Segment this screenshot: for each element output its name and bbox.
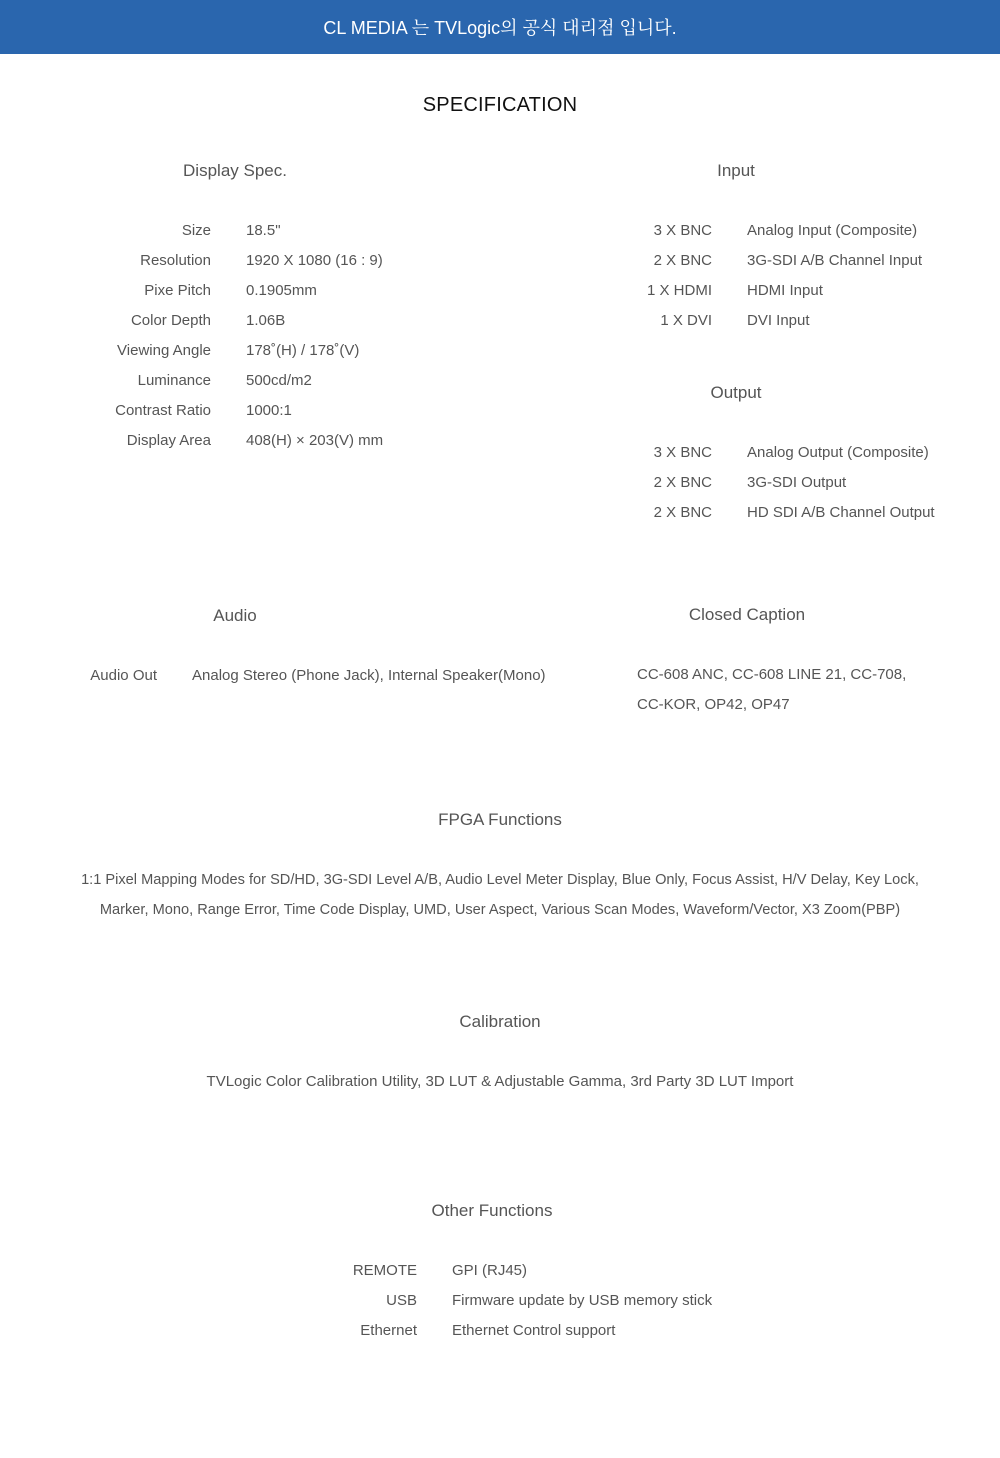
input-value: DVI Input: [747, 312, 810, 329]
display-row-pixel-pitch: [0, 276, 500, 306]
banner-text: CL MEDIA 는 TVLogic의 공식 대리점 입니다.: [323, 18, 677, 38]
output-label: 2 X BNC: [653, 474, 712, 491]
display-label: Display Area: [126, 432, 211, 449]
calibration-title: Calibration: [459, 1012, 541, 1031]
display-label: Viewing Angle: [117, 342, 211, 359]
caption-line: CC-KOR, OP42, OP47: [637, 696, 790, 713]
audio-label: Audio Out: [90, 667, 157, 684]
other-row: [0, 1286, 1000, 1316]
input-label: 3 X BNC: [653, 222, 712, 239]
other-label: REMOTE: [352, 1262, 417, 1279]
input-row: [500, 216, 1000, 246]
page-title: SPECIFICATION: [422, 94, 578, 116]
other-value: Ethernet Control support: [452, 1322, 616, 1339]
other-row: [0, 1316, 1000, 1346]
fpga-line: 1:1 Pixel Mapping Modes for SD/HD, 3G-SDI Level A/B, Audio Level Meter Display, Blue Only, Focus Assist, H/V Delay, Key Lock,: [81, 872, 919, 888]
display-label: Contrast Ratio: [115, 402, 211, 419]
output-row: [500, 438, 1000, 468]
audio-title: Audio: [213, 606, 257, 625]
other-row: [0, 1256, 1000, 1286]
audio-row: [0, 661, 600, 691]
display-value: 1920 X 1080 (16 : 9): [246, 252, 383, 269]
input-value: Analog Input (Composite): [747, 222, 918, 239]
display-value: 1.06B: [246, 312, 286, 329]
display-label: Size: [181, 222, 211, 239]
input-value: 3G-SDI A/B Channel Input: [747, 252, 923, 269]
display-value: 0.1905mm: [246, 282, 317, 299]
display-row-display-area: [0, 426, 500, 456]
display-value: 500cd/m2: [246, 372, 312, 389]
caption-line: CC-608 ANC, CC-608 LINE 21, CC-708,: [637, 666, 907, 683]
display-label: Resolution: [140, 252, 211, 269]
display-label: Color Depth: [130, 312, 211, 329]
closed-caption-title: Closed Caption: [688, 605, 806, 624]
top-banner: [0, 0, 1000, 54]
other-label: USB: [386, 1292, 417, 1309]
display-spec-title: Display Spec.: [183, 161, 287, 180]
output-row: [500, 468, 1000, 498]
fpga-title: FPGA Functions: [438, 810, 562, 829]
input-value: HDMI Input: [747, 282, 823, 299]
input-label: 1 X HDMI: [646, 282, 712, 299]
other-functions-title: Other Functions: [431, 1201, 553, 1220]
audio-value: Analog Stereo (Phone Jack), Internal Speaker(Mono): [192, 667, 546, 684]
fpga-line: Marker, Mono, Range Error, Time Code Display, UMD, User Aspect, Various Scan Modes, Waveform/Vector, X3 Zoom(PBP): [99, 902, 901, 918]
other-value: GPI (RJ45): [452, 1262, 528, 1279]
output-label: 3 X BNC: [653, 444, 712, 461]
output-label: 2 X BNC: [653, 504, 712, 521]
display-value: 1000:1: [246, 402, 292, 419]
other-label: Ethernet: [360, 1322, 417, 1339]
display-row-luminance: [0, 366, 500, 396]
display-label: Pixe Pitch: [144, 282, 211, 299]
display-value: 178˚(H) / 178˚(V): [246, 342, 360, 359]
input-label: 2 X BNC: [653, 252, 712, 269]
display-value: 408(H) × 203(V) mm: [246, 432, 384, 449]
display-row-size: [0, 216, 500, 246]
input-row: [500, 306, 1000, 336]
display-value: 18.5": [246, 222, 281, 239]
output-value: 3G-SDI Output: [747, 474, 847, 491]
display-row-viewing-angle: [0, 336, 500, 366]
display-row-contrast-ratio: [0, 396, 500, 426]
display-row-resolution: [0, 246, 500, 276]
other-value: Firmware update by USB memory stick: [452, 1292, 713, 1309]
output-value: Analog Output (Composite): [747, 444, 929, 461]
output-value: HD SDI A/B Channel Output: [747, 504, 935, 521]
display-label: Luminance: [137, 372, 211, 389]
input-row: [500, 276, 1000, 306]
input-label: 1 X DVI: [660, 312, 712, 329]
output-title: Output: [710, 383, 762, 402]
output-row: [500, 498, 1000, 528]
input-title: Input: [717, 161, 755, 180]
calibration-text: TVLogic Color Calibration Utility, 3D LUT & Adjustable Gamma, 3rd Party 3D LUT Import: [206, 1073, 794, 1090]
input-row: [500, 246, 1000, 276]
display-row-color-depth: [0, 306, 500, 336]
